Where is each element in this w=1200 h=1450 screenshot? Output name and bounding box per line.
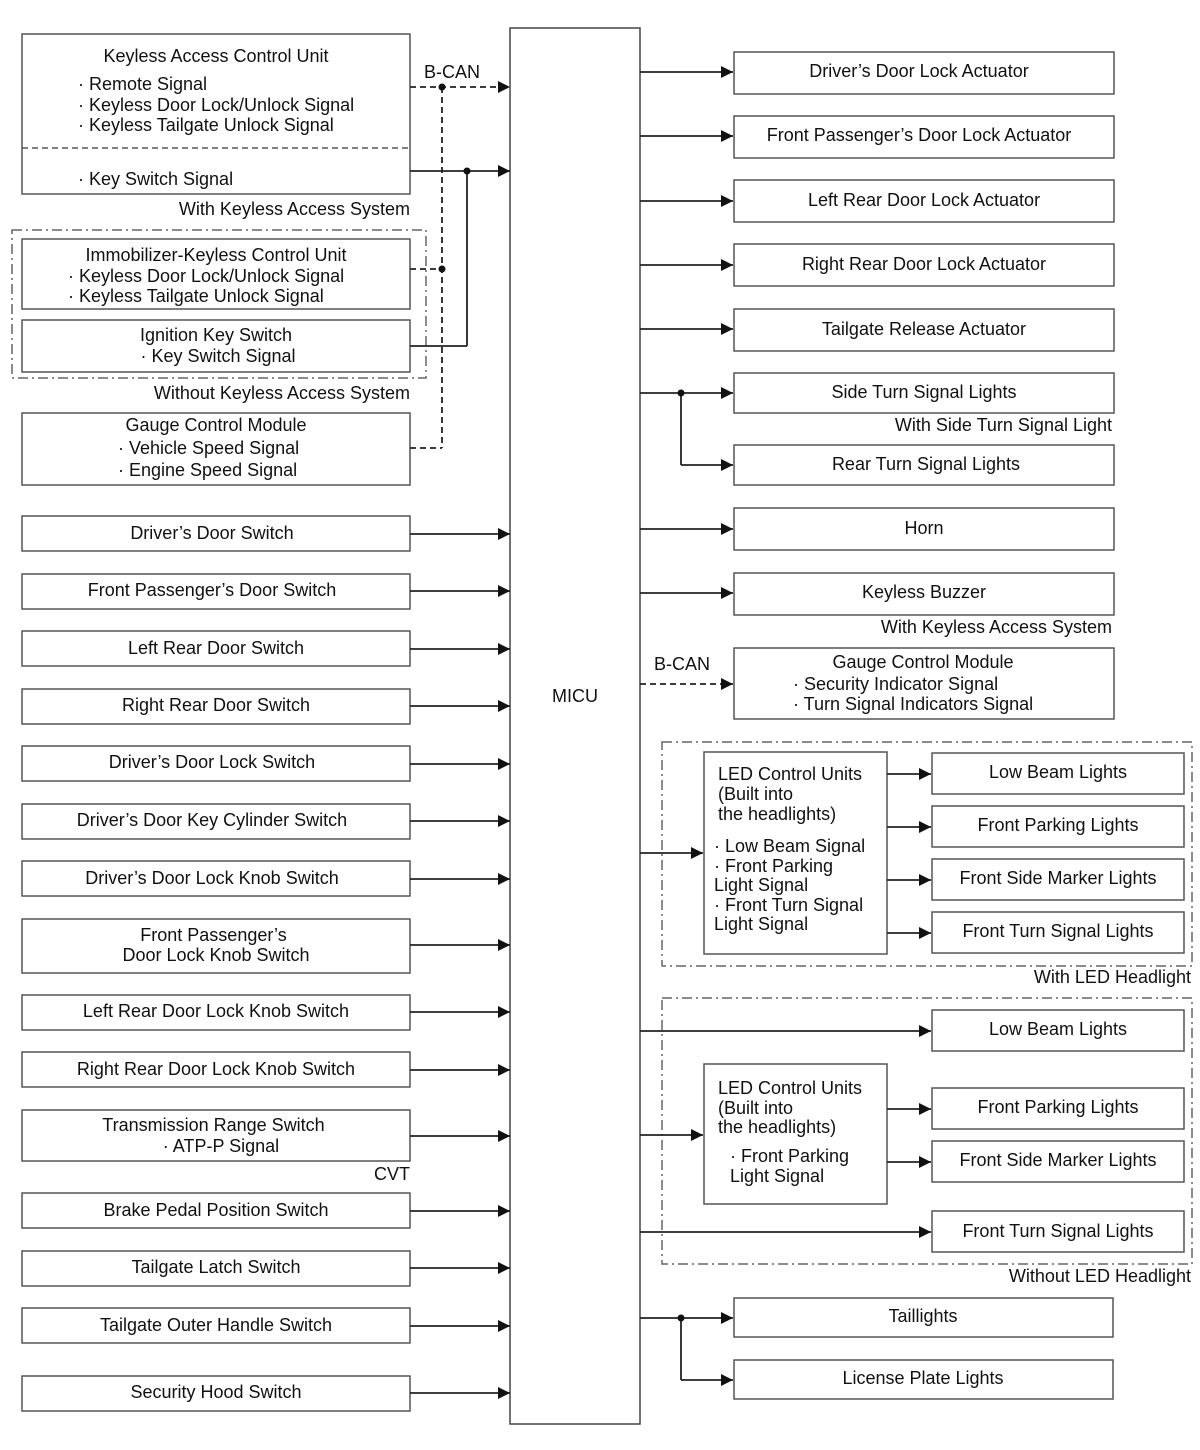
nonled-unit-text: LED Control Units (Built into the headlights) · Front Parking Light Signal [718, 1078, 863, 1186]
output-label: Front Side Marker Lights [959, 868, 1157, 888]
taillights [640, 1298, 1113, 1337]
bcan-label-right: B-CAN [653, 654, 711, 674]
without-keyless-caption: Without Keyless Access System [153, 383, 410, 403]
switch-label: Front Passenger’s Door Switch [87, 580, 337, 600]
tailgate-release-actuator [640, 309, 1114, 351]
side-turn-signal-lights [640, 373, 1114, 413]
immobilizer-signal: · Keyless Tailgate Unlock Signal [68, 286, 324, 306]
immobilizer-title: Immobilizer-Keyless Control Unit [85, 245, 347, 265]
switch-label: Left Rear Door Switch [127, 638, 305, 658]
switch-right-rear-lock-knob [22, 1052, 510, 1087]
output-label: Front Passenger’s Door Lock Actuator [766, 125, 1072, 145]
gauge-out-title: Gauge Control Module [832, 652, 1014, 672]
side-turn-caption: With Side Turn Signal Light [894, 415, 1112, 435]
output-label: Front Turn Signal Lights [962, 921, 1154, 941]
bcan-label-left: B-CAN [423, 62, 481, 82]
left-rear-door-lock-actuator [640, 180, 1114, 222]
nonled-low-beam-lights [640, 1010, 1184, 1051]
without-led-caption: Without LED Headlight [1008, 1266, 1191, 1286]
switch-label: Driver’s Door Switch [130, 523, 294, 543]
front-passenger-door-lock-actuator [640, 116, 1114, 158]
switch-driver-key-cylinder [22, 804, 510, 839]
led-unit-text: LED Control Units (Built into the headlights) · Low Beam Signal · Front Parking Light Signal · Front Turn Signal Light Signal [714, 764, 866, 934]
key-switch-line [410, 168, 510, 347]
output-label: Front Side Marker Lights [959, 1150, 1157, 1170]
right-rear-door-lock-actuator [640, 244, 1114, 286]
switch-label: Driver’s Door Lock Switch [108, 752, 316, 772]
nonled-front-side-marker-lights [887, 1141, 1184, 1182]
output-label: Driver’s Door Lock Actuator [809, 61, 1029, 81]
switch-front-passenger-lock-knob [22, 919, 510, 973]
nonled-front-parking-lights [887, 1088, 1184, 1129]
switch-label: Right Rear Door Switch [121, 695, 311, 715]
switch-driver-door [22, 516, 510, 551]
buzzer-caption: With Keyless Access System [880, 617, 1112, 637]
keyless-signal: · Remote Signal [78, 74, 208, 94]
nonled-front-turn-signal-lights [640, 1211, 1184, 1252]
cvt-caption: CVT [374, 1164, 410, 1184]
micu-label: MICU [552, 686, 598, 706]
switch-driver-lock-knob [22, 861, 510, 896]
immobilizer-keyless-control-unit [22, 239, 410, 309]
gauge-control-module-output [734, 648, 1114, 719]
output-label: Front Parking Lights [977, 815, 1139, 835]
output-label: Rear Turn Signal Lights [831, 454, 1021, 474]
key-switch-signal: · Key Switch Signal [78, 169, 234, 189]
ignition-key-switch [22, 320, 410, 372]
switch-brake-pedal [22, 1193, 510, 1228]
led-front-turn-signal-lights [887, 912, 1184, 953]
switch-left-rear-lock-knob [22, 995, 510, 1030]
output-label: Taillights [888, 1306, 958, 1326]
switch-label: Transmission Range Switch · ATP-P Signal [102, 1115, 325, 1156]
output-label: Right Rear Door Lock Actuator [801, 254, 1047, 274]
switch-label: Tailgate Latch Switch [131, 1257, 301, 1277]
output-label: Tailgate Release Actuator [821, 319, 1027, 339]
gauge-control-module-input [22, 413, 410, 485]
micu-box [510, 28, 640, 1424]
switch-right-rear-door [22, 689, 510, 724]
keyless-access-control-unit [22, 34, 410, 194]
switch-label: Tailgate Outer Handle Switch [99, 1315, 333, 1335]
nonled-led-control-unit [704, 1064, 887, 1204]
switch-tailgate-latch [22, 1251, 510, 1286]
led-low-beam-lights [887, 753, 1184, 794]
switch-label: Driver’s Door Lock Knob Switch [85, 868, 339, 888]
gauge-title: Gauge Control Module [125, 415, 307, 435]
output-label: Front Turn Signal Lights [962, 1221, 1154, 1241]
with-keyless-caption: With Keyless Access System [178, 199, 410, 219]
output-label: Low Beam Lights [988, 762, 1128, 782]
switch-security-hood [22, 1376, 510, 1411]
output-label: Low Beam Lights [988, 1019, 1128, 1039]
ignition-signal: · Key Switch Signal [140, 346, 296, 366]
with-led-caption: With LED Headlight [1033, 967, 1191, 987]
switch-label: Driver’s Door Key Cylinder Switch [76, 810, 348, 830]
horn [640, 508, 1114, 550]
gauge-out-signal: · Turn Signal Indicators Signal [793, 694, 1034, 714]
led-front-side-marker-lights [887, 859, 1184, 900]
gauge-signal: · Engine Speed Signal [118, 460, 298, 480]
output-label: Horn [904, 518, 944, 538]
switch-transmission-range [22, 1110, 510, 1161]
output-label: Left Rear Door Lock Actuator [807, 190, 1041, 210]
output-label: Keyless Buzzer [861, 582, 987, 602]
led-front-parking-lights [887, 806, 1184, 847]
switch-front-passenger-door [22, 574, 510, 609]
switch-label: Front Passenger’s Door Lock Knob Switch [122, 925, 310, 965]
output-label: Side Turn Signal Lights [831, 382, 1017, 402]
switch-label: Right Rear Door Lock Knob Switch [76, 1059, 356, 1079]
switch-label: Security Hood Switch [130, 1382, 302, 1402]
keyless-signal: · Keyless Tailgate Unlock Signal [78, 115, 334, 135]
switch-driver-door-lock [22, 746, 510, 781]
driver-door-lock-actuator [640, 52, 1114, 94]
switch-left-rear-door [22, 631, 510, 666]
bcan-bus-left [410, 84, 510, 449]
switch-label: Left Rear Door Lock Knob Switch [82, 1001, 350, 1021]
keyless-signal: · Keyless Door Lock/Unlock Signal [78, 95, 355, 115]
immobilizer-signal: · Keyless Door Lock/Unlock Signal [68, 266, 345, 286]
switch-label: Brake Pedal Position Switch [103, 1200, 329, 1220]
gauge-signal: · Vehicle Speed Signal [118, 438, 300, 458]
output-label: License Plate Lights [842, 1368, 1004, 1388]
output-label: Front Parking Lights [977, 1097, 1139, 1117]
keyless-unit-title: Keyless Access Control Unit [103, 46, 329, 66]
led-control-unit [704, 752, 887, 954]
gauge-out-signal: · Security Indicator Signal [793, 674, 999, 694]
keyless-buzzer [640, 573, 1114, 615]
ignition-title: Ignition Key Switch [139, 325, 293, 345]
switch-tailgate-outer-handle [22, 1308, 510, 1343]
